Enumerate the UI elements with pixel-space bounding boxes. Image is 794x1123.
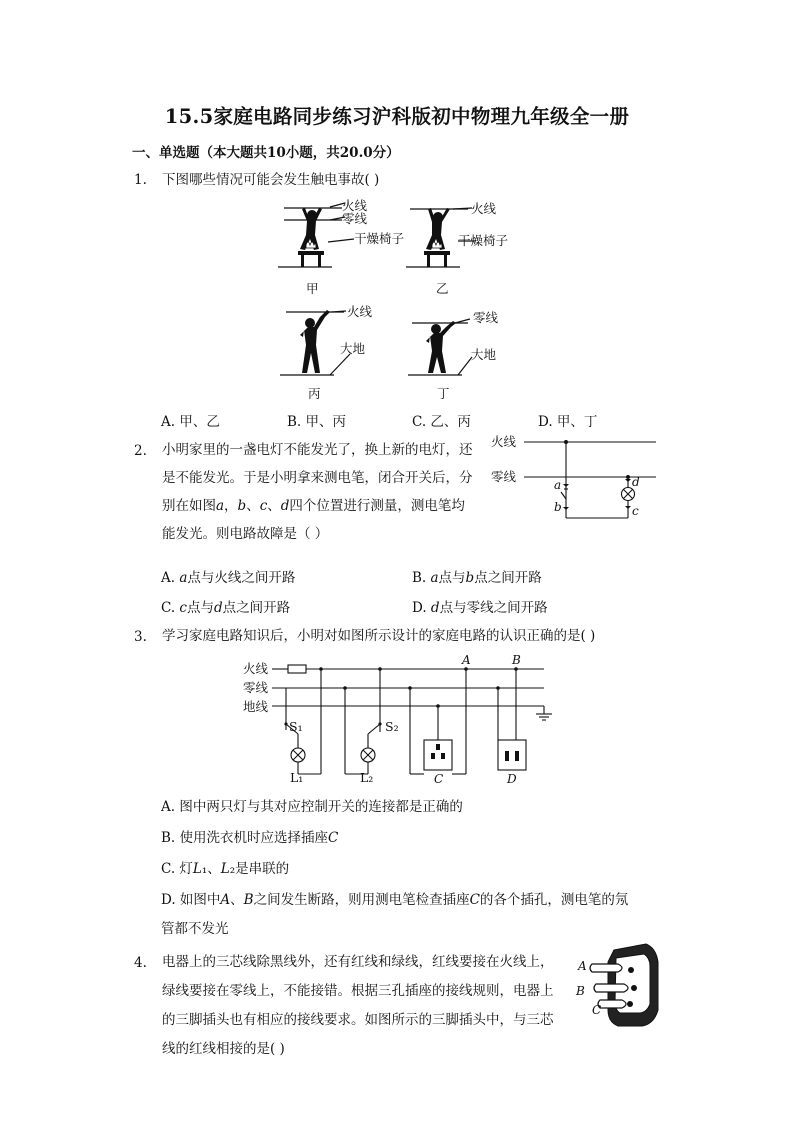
q1-ding-label-ground: 大地 [471,347,497,362]
q1-option-c: C. 乙、丙 [412,414,471,430]
q2-number: 2. [134,443,147,459]
section-heading: 一、单选题（本大题共10小题，共20.0分） [132,145,400,161]
q3-label-neutral: 零线 [243,680,269,695]
q1-ding-label-neutral: 零线 [473,310,499,325]
q2-option-d: D. 𝑑点与零线之间开路 [412,600,548,616]
q3-socket-c-label: C [434,772,444,786]
q4-pin-b-label: B [576,984,585,998]
q4-pin-c-label: C [592,1003,602,1017]
q1-figure [270,195,530,405]
q1-bing-caption: 丙 [308,386,321,401]
q4-number: 4. [134,955,147,971]
q2-point-c: c [632,504,639,518]
q2-point-a: a [554,478,562,492]
q3-label-s2: S₂ [385,719,399,734]
q3-option-b: B. 使用洗衣机时应选择插座𝐶 [161,830,339,846]
q4-pin-a-label: A [578,959,587,973]
q1-option-d: D. 甲、丁 [538,414,598,430]
q1-yi-label-live: 火线 [471,201,497,216]
q3-option-a: A. 图中两只灯与其对应控制开关的连接都是正确的 [161,799,463,815]
q3-number: 3. [134,629,147,645]
q2-point-b: b [554,500,562,514]
q4-line-4: 线的红线相接的是( ) [162,1041,285,1057]
q3-circuit-diagram [240,652,560,787]
q3-point-a: A [462,653,471,667]
q1-yi-caption: 乙 [436,281,449,296]
q3-label-earth: 地线 [243,699,269,714]
q2-option-c: C. 𝑐点与𝑑点之间开路 [161,600,291,616]
q4-line-3: 的三脚插头也有相应的接线要求。如图所示的三脚插头中，与三芯 [162,1012,554,1028]
q3-label-l2: L₂ [360,770,374,785]
q4-line-1: 电器上的三芯线除黑线外，还有红线和绿线，红线要接在火线上， [162,954,554,970]
q1-ding-caption: 丁 [437,386,450,401]
q2-line-4: 能发光。则电路故障是（ ） [162,526,329,542]
q3-point-b: B [512,653,521,667]
q1-bing-label-ground: 大地 [340,341,366,356]
q4-line-2: 绿线要接在零线上，不能接错。根据三孔插座的接线规则，电器上 [162,983,554,999]
q2-line-1: 小明家里的一盏电灯不能发光了，换上新的电灯，还 [162,442,473,458]
q2-text [162,436,492,548]
q4-three-pin-plug-figure [574,940,664,1030]
q2-label-live: 火线 [491,434,517,449]
q3-label-s1: S₁ [289,719,303,734]
q2-line-3: 别在如图𝑎，𝑏、𝑐、𝑑四个位置进行测量，测电笔均 [162,498,465,514]
q2-label-neutral: 零线 [491,469,517,484]
q1-yi-label-chair: 干燥椅子 [458,233,509,248]
q1-option-b: B. 甲、丙 [287,414,347,430]
q4-text [162,948,582,1064]
q2-option-b: B. 𝑎点与𝑏点之间开路 [412,570,542,586]
q3-label-live: 火线 [243,661,269,676]
q3-label-l1: L₁ [290,770,304,785]
q1-jia-caption: 甲 [306,281,319,296]
page-title: 15.5家庭电路同步练习沪科版初中物理九年级全一册 [164,105,630,128]
q3-text: 学习家庭电路知识后，小明对如图所示设计的家庭电路的认识正确的是( ) [162,628,596,644]
q2-point-d: d [632,475,640,489]
q1-jia-label-chair: 干燥椅子 [354,231,405,246]
q3-option-c: C. 灯𝐿₁、𝐿₂是串联的 [161,861,290,877]
q3-socket-d-label: D [507,772,517,786]
q2-option-a: A. 𝑎点与火线之间开路 [161,570,296,586]
q3-option-d-line-2: 管都不发光 [161,921,229,937]
q2-line-2: 是不能发光。于是小明拿来测电笔，闭合开关后，分 [162,470,473,486]
q1-number: 1. [134,172,147,188]
q3-option-d-line-1: D. 如图中𝐴、𝐵之间发生断路，则用测电笔检查插座𝐶的各个插孔，测电笔的氖 [161,892,629,908]
q1-option-a: A. 甲、乙 [161,414,220,430]
q2-circuit-diagram [488,430,660,525]
q1-text: 下图哪些情况可能会发生触电事故( ) [162,172,380,188]
q1-jia-label-live: 火线 [342,198,368,213]
q1-jia-label-neutral: 零线 [342,211,368,226]
q1-bing-label-live: 火线 [347,304,373,319]
